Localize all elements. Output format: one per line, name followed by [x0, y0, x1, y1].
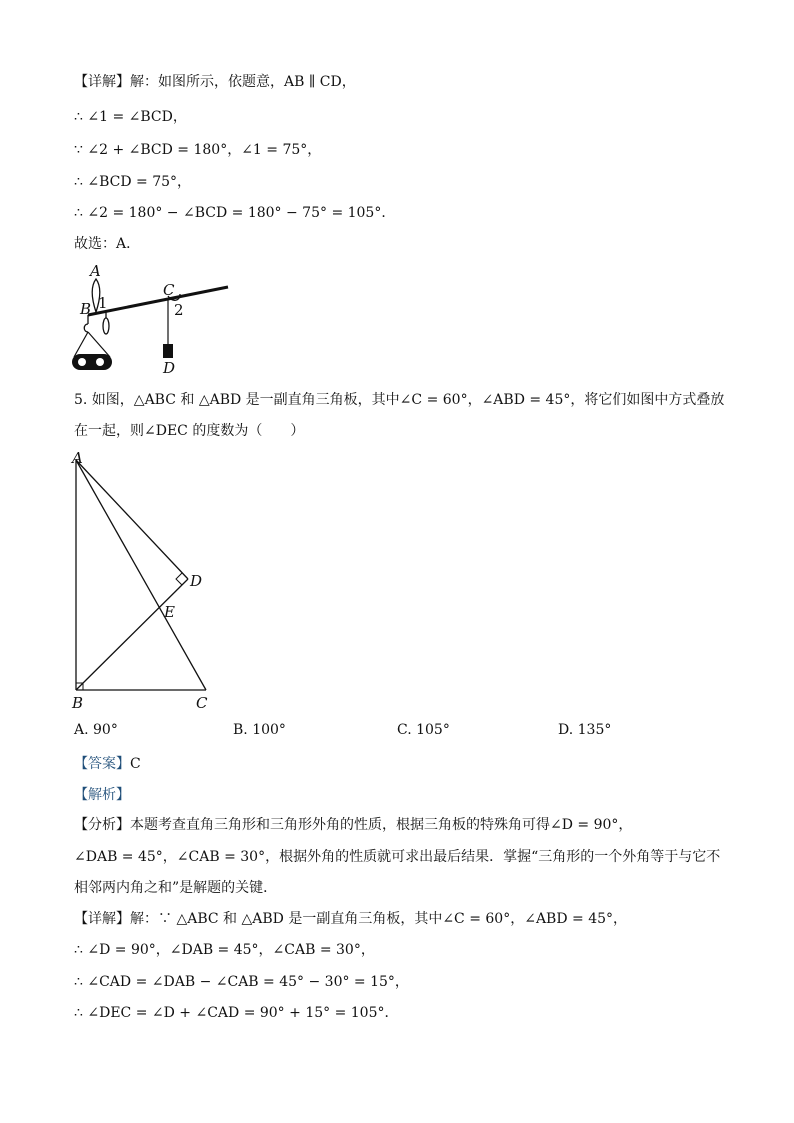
detail-line-3: ∴ ∠CAD = ∠DAB − ∠CAB = 45° − 30° = 15°， — [74, 974, 409, 990]
analysis-line-1: 【分析】本题考查直角三角形和三角形外角的性质，根据三角板的特殊角可得∠D = 90°， — [74, 817, 633, 833]
label-E: E — [164, 603, 175, 621]
figure-triangles — [66, 448, 226, 713]
answer-line — [74, 754, 141, 774]
detail-line-2: ∴ ∠D = 90°，∠DAB = 45°，∠CAB = 30°， — [74, 942, 375, 958]
prev-solution-line-6: 故选：A． — [74, 236, 141, 252]
label-A: A — [72, 449, 83, 467]
choice-a: A. 90° — [74, 722, 118, 738]
label-angle-2: 2 — [174, 301, 184, 319]
label-B: B — [72, 694, 84, 712]
label-B: B — [80, 300, 92, 318]
question-5-line-1: 5. 如图，△ABC 和 △ABD 是一副直角三角板，其中∠C = 60°，∠ABD = 45°，将它们如图中方式叠放 — [74, 392, 725, 408]
detail-line-1: 【详解】解：∵ △ABC 和 △ABD 是一副直角三角板，其中∠C = 60°，∠ABD = 45°， — [74, 911, 628, 927]
answer-tag: 【答案】 — [74, 756, 130, 772]
label-C: C — [163, 281, 175, 299]
prev-solution-line-3: ∵ ∠2 + ∠BCD = 180°，∠1 = 75°， — [74, 142, 322, 158]
analysis-tag: 【解析】 — [74, 787, 130, 803]
label-angle-1: 1 — [98, 294, 108, 312]
figure-balance — [70, 262, 240, 377]
analysis-line-3: 相邻两内角之和”是解题的关键． — [74, 880, 278, 896]
question-5-line-2: 在一起，则∠DEC 的度数为（ ） — [74, 423, 305, 439]
prev-solution-line-5: ∴ ∠2 = 180° − ∠BCD = 180° − 75° = 105°． — [74, 205, 396, 221]
label-D: D — [190, 572, 203, 590]
choice-d: D. 135° — [558, 722, 612, 738]
prev-solution-line-1: 【详解】解：如图所示，依题意，AB ∥ CD， — [74, 74, 356, 90]
choice-b: B. 100° — [233, 722, 286, 738]
label-C: C — [196, 694, 208, 712]
analysis-line-2: ∠DAB = 45°，∠CAB = 30°，根据外角的性质就可求出最后结果．掌握“三角形的一个外角等于与它不 — [74, 849, 721, 865]
choice-c: C. 105° — [397, 722, 450, 738]
answer-value: C — [130, 756, 141, 772]
prev-solution-line-2: ∴ ∠1 = ∠BCD， — [74, 109, 187, 125]
label-D: D — [163, 359, 176, 377]
detail-line-4: ∴ ∠DEC = ∠D + ∠CAD = 90° + 15° = 105°． — [74, 1005, 399, 1021]
label-A: A — [90, 262, 101, 280]
prev-solution-line-4: ∴ ∠BCD = 75°， — [74, 174, 192, 190]
